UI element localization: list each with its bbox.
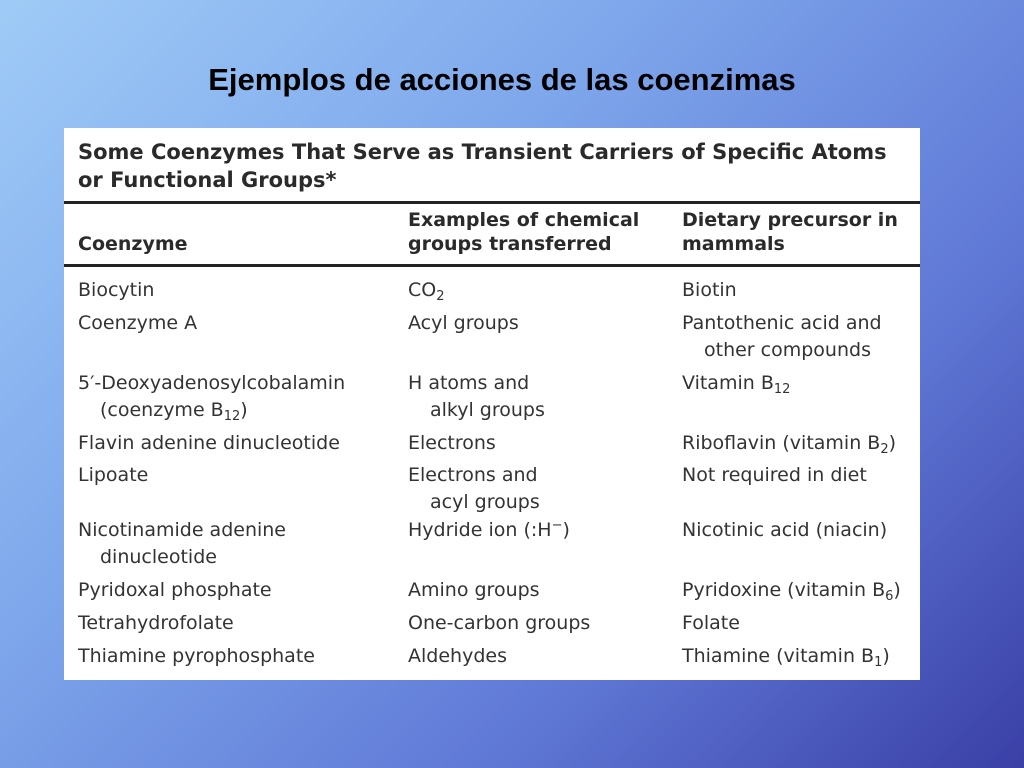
cell-groups-2: H atoms and alkyl groups (408, 372, 545, 421)
table-top-rule (64, 201, 920, 204)
header-groups-line1: Examples of chemical (408, 209, 640, 231)
cell-precursor-5: Nicotinic acid (niacin) (682, 519, 888, 541)
table-caption-line1: Some Coenzymes That Serve as Transient Carriers of Specific Atoms (78, 140, 887, 164)
cell-groups-4: Electrons and acyl groups (408, 464, 540, 513)
cell-precursor-7: Folate (682, 612, 740, 634)
cell-groups-0: $CO_2$ (408, 279, 445, 304)
cell-groups-8: Aldehydes (408, 645, 507, 667)
cell-coenzyme-3: Flavin adenine dinucleotide (78, 432, 340, 454)
cell-precursor-6: Pyridoxine (vitamin $B_6$) (682, 579, 901, 604)
cell-coenzyme-1: Coenzyme A (78, 312, 198, 334)
coenzyme-table (64, 128, 920, 680)
cell-coenzyme-7: Tetrahydrofolate (78, 612, 234, 634)
cell-groups-5: Hydride ion (:H−) (408, 518, 570, 541)
header-precursor (682, 208, 898, 256)
header-coenzyme: Coenzyme (78, 233, 188, 255)
cell-groups-3: Electrons (408, 432, 496, 454)
table-caption (78, 138, 908, 194)
cell-precursor-1: Pantothenic acid and other compounds (682, 312, 882, 361)
slide-title: Ejemplos de acciones de las coenzimas (208, 62, 796, 97)
table-caption-line2: or Functional Groups* (78, 168, 337, 192)
header-groups (408, 208, 639, 256)
header-precursor-line1: Dietary precursor in (682, 209, 898, 231)
cell-coenzyme-4: Lipoate (78, 464, 149, 486)
header-groups-line2: groups transferred (408, 233, 612, 255)
cell-groups-6: Amino groups (408, 579, 540, 601)
cell-coenzyme-0: Biocytin (78, 279, 155, 301)
cell-groups-1: Acyl groups (408, 312, 519, 334)
cell-coenzyme-5: Nicotinamide adenine dinucleotide (78, 519, 286, 568)
cell-groups-7: One-carbon groups (408, 612, 591, 634)
cell-precursor-3: Riboflavin (vitamin $B_2$) (682, 432, 897, 457)
header-precursor-line2: mammals (682, 233, 785, 255)
cell-precursor-8: Thiamine (vitamin $B_1$) (682, 645, 890, 670)
cell-precursor-0: Biotin (682, 279, 737, 301)
cell-coenzyme-2: 5′-Deoxyadenosylcobalamin (coenzyme $B_{12}$) (78, 372, 346, 424)
cell-coenzyme-8: Thiamine pyrophosphate (78, 645, 315, 667)
table-header-rule (64, 264, 920, 267)
cell-coenzyme-6: Pyridoxal phosphate (78, 579, 272, 601)
cell-precursor-4: Not required in diet (682, 464, 867, 486)
cell-precursor-2: Vitamin $B_{12}$ (682, 372, 791, 397)
